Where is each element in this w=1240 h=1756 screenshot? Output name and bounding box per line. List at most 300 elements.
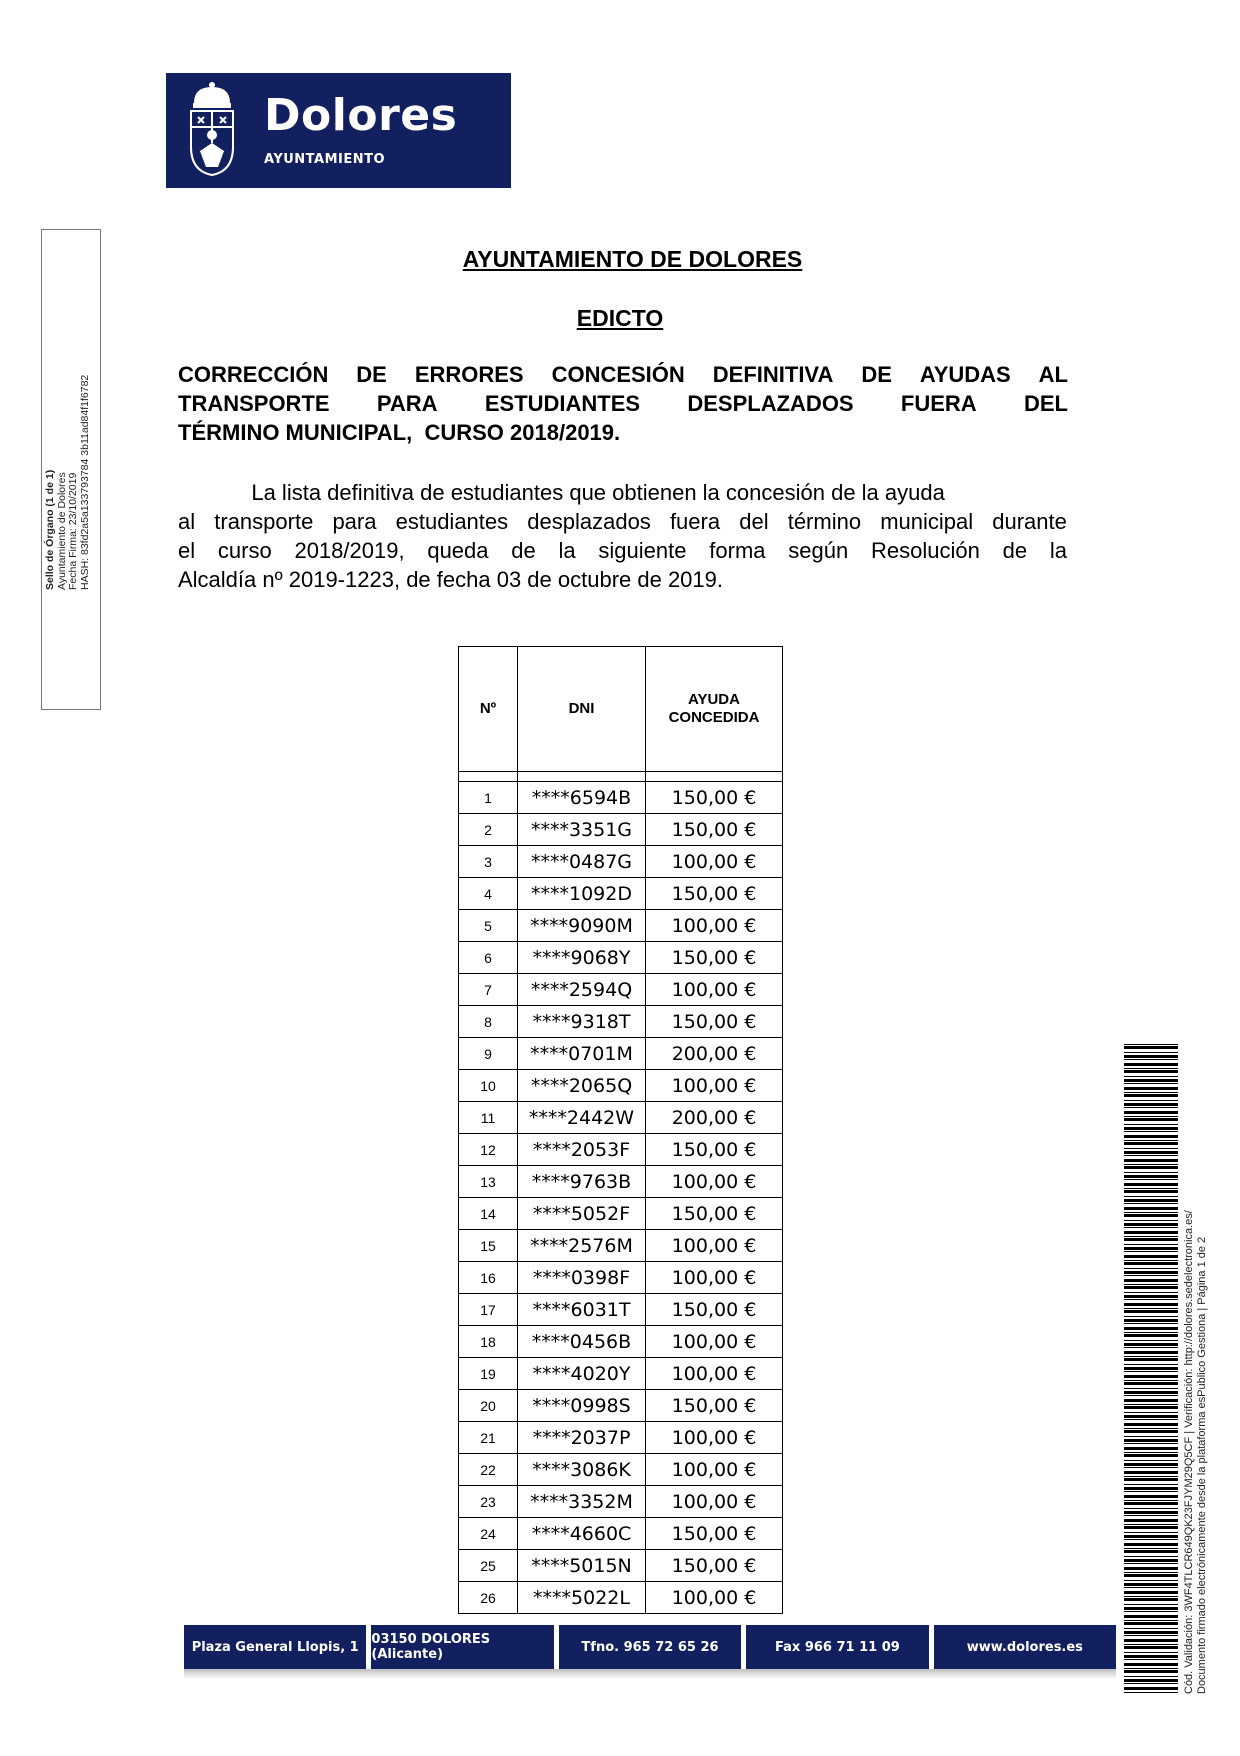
barcode-bar xyxy=(1124,1247,1178,1250)
row-number: 21 xyxy=(459,1422,518,1454)
row-amount: 100,00 € xyxy=(646,974,783,1006)
verification-line: Cód. Validación: 3WF4TLCR649QK23FJYM29Q5CF | Verificación: http://dolores.sedelectronica.es/ xyxy=(1183,1210,1195,1694)
body-line: al transporte para estudiantes desplazados fuera del término municipal durante xyxy=(178,509,1067,534)
table-row xyxy=(459,1422,783,1454)
row-number: 16 xyxy=(459,1262,518,1294)
barcode-bar xyxy=(1124,1663,1178,1666)
seal-line: Sello de Órgano (1 de 1) xyxy=(44,469,56,590)
barcode-bar xyxy=(1124,1172,1178,1173)
row-amount: 100,00 € xyxy=(646,1230,783,1262)
table-row xyxy=(459,1198,783,1230)
table-row xyxy=(459,1134,783,1166)
barcode-bar xyxy=(1124,1220,1178,1221)
row-amount: 100,00 € xyxy=(646,910,783,942)
barcode-bar xyxy=(1124,1371,1178,1372)
barcode-bar xyxy=(1124,1583,1178,1586)
barcode-bar xyxy=(1124,1140,1178,1141)
row-number: 13 xyxy=(459,1166,518,1198)
table-row xyxy=(459,782,783,814)
table-row xyxy=(459,1294,783,1326)
barcode-bar xyxy=(1124,1118,1178,1121)
logo-subtitle: AYUNTAMIENTO xyxy=(264,152,386,167)
barcode-bar xyxy=(1124,1092,1178,1093)
barcode-bar xyxy=(1124,1244,1178,1245)
barcode-bar xyxy=(1124,1543,1178,1546)
subject-word: TÉRMINO MUNICIPAL, CURSO 2018/2019. xyxy=(178,420,621,445)
row-number: 14 xyxy=(459,1198,518,1230)
table-row xyxy=(459,1550,783,1582)
barcode-bar xyxy=(1124,1131,1178,1132)
barcode-bar xyxy=(1124,1607,1178,1610)
row-dni: ****9763B xyxy=(518,1166,646,1198)
row-number: 11 xyxy=(459,1102,518,1134)
barcode-bar xyxy=(1124,1155,1178,1156)
table-row xyxy=(459,1038,783,1070)
column-header-dni: DNI xyxy=(518,647,646,772)
row-number: 10 xyxy=(459,1070,518,1102)
subject-line xyxy=(178,360,1068,389)
barcode-bar xyxy=(1124,1692,1178,1693)
barcode-bar xyxy=(1124,1364,1178,1365)
barcode-bar xyxy=(1124,1094,1178,1097)
barcode-bar xyxy=(1124,1166,1178,1169)
barcode-bar xyxy=(1124,1179,1178,1180)
row-amount: 150,00 € xyxy=(646,814,783,846)
barcode-bar xyxy=(1124,1399,1178,1402)
row-number: 4 xyxy=(459,878,518,910)
barcode-bar xyxy=(1124,1351,1178,1354)
spacer-cell xyxy=(518,772,646,782)
barcode-bar xyxy=(1124,1175,1178,1178)
row-amount: 150,00 € xyxy=(646,878,783,910)
barcode-bar xyxy=(1124,1334,1178,1337)
subject-word: DESPLAZADOS xyxy=(687,391,854,416)
municipality-logo xyxy=(166,73,511,188)
subject-word: DEFINITIVA xyxy=(712,362,834,387)
row-dni: ****5052F xyxy=(518,1198,646,1230)
barcode-bar xyxy=(1124,1284,1178,1285)
barcode-bar xyxy=(1124,1471,1178,1474)
barcode-bar xyxy=(1124,1183,1178,1186)
row-number: 5 xyxy=(459,910,518,942)
row-amount: 150,00 € xyxy=(646,1550,783,1582)
barcode-bar xyxy=(1124,1268,1178,1269)
seal-line: Fecha Firma: 23/10/2019 xyxy=(67,472,79,590)
subject-word: DEL xyxy=(1023,391,1068,416)
row-number: 9 xyxy=(459,1038,518,1070)
barcode-bar xyxy=(1124,1611,1178,1612)
row-dni: ****2065Q xyxy=(518,1070,646,1102)
seal-line: HASH: 83fd2a5a133793784 3b11ad84f1f6782 xyxy=(78,374,91,590)
barcode-bar xyxy=(1124,1212,1178,1213)
barcode-bar xyxy=(1124,1375,1178,1378)
barcode-bar xyxy=(1124,1319,1178,1322)
row-amount: 100,00 € xyxy=(646,1422,783,1454)
subject-line xyxy=(178,418,1068,447)
table-row xyxy=(459,1486,783,1518)
document-subject xyxy=(178,360,1068,447)
barcode-bar xyxy=(1124,1574,1178,1577)
logo-name: Dolores xyxy=(264,90,458,141)
footer-address: Plaza General Llopis, 1 xyxy=(184,1625,366,1669)
barcode-bar xyxy=(1124,1207,1178,1210)
row-number: 7 xyxy=(459,974,518,1006)
row-amount: 150,00 € xyxy=(646,1294,783,1326)
body-line: La lista definitiva de estudiantes que obtienen la concesión de la ayuda xyxy=(178,480,945,505)
row-amount: 150,00 € xyxy=(646,1134,783,1166)
barcode-bar xyxy=(1124,1135,1178,1138)
barcode-bar xyxy=(1124,1199,1178,1202)
barcode-bar xyxy=(1124,1124,1178,1125)
barcode-bar xyxy=(1124,1055,1178,1058)
barcode-bar xyxy=(1124,1142,1178,1145)
barcode-bar xyxy=(1124,1295,1178,1298)
barcode-bar xyxy=(1124,1687,1178,1690)
barcode-bar xyxy=(1124,1406,1178,1409)
document-heading: AYUNTAMIENTO DE DOLORES xyxy=(462,246,803,272)
row-dni: ****9090M xyxy=(518,910,646,942)
row-amount: 150,00 € xyxy=(646,1198,783,1230)
barcode-bar xyxy=(1124,1327,1178,1330)
table-row xyxy=(459,1166,783,1198)
row-amount: 150,00 € xyxy=(646,1006,783,1038)
table-row xyxy=(459,1102,783,1134)
barcode-bar xyxy=(1124,1079,1178,1082)
row-number: 6 xyxy=(459,942,518,974)
subject-line xyxy=(178,389,1068,418)
barcode-bar xyxy=(1124,1532,1178,1533)
row-amount: 100,00 € xyxy=(646,1358,783,1390)
subject-word: AYUDAS xyxy=(919,362,1011,387)
barcode-bar xyxy=(1124,1559,1178,1562)
barcode-bar xyxy=(1124,1415,1178,1418)
table-row xyxy=(459,846,783,878)
row-amount: 100,00 € xyxy=(646,1070,783,1102)
barcode-bar xyxy=(1124,1443,1178,1444)
barcode-bar xyxy=(1124,1659,1178,1660)
subject-word: CONCESIÓN xyxy=(551,362,685,387)
barcode-bar xyxy=(1124,1310,1178,1313)
row-dni: ****6031T xyxy=(518,1294,646,1326)
barcode-bar xyxy=(1124,1622,1178,1625)
row-number: 19 xyxy=(459,1358,518,1390)
row-number: 1 xyxy=(459,782,518,814)
row-dni: ****2053F xyxy=(518,1134,646,1166)
row-number: 15 xyxy=(459,1230,518,1262)
barcode-bar xyxy=(1124,1251,1178,1252)
footer-shadow xyxy=(184,1669,1116,1679)
table-row xyxy=(459,1390,783,1422)
row-dni: ****2442W xyxy=(518,1102,646,1134)
barcode-bar xyxy=(1124,1070,1178,1073)
barcode-bar xyxy=(1124,1598,1178,1601)
barcode-bar xyxy=(1124,1127,1178,1130)
barcode-bar xyxy=(1124,1635,1178,1636)
table-row xyxy=(459,910,783,942)
barcode-bar xyxy=(1124,1495,1178,1498)
barcode-bar xyxy=(1124,1303,1178,1306)
row-number: 23 xyxy=(459,1486,518,1518)
barcode-bar xyxy=(1124,1262,1178,1265)
contact-footer xyxy=(184,1625,1116,1669)
row-amount: 100,00 € xyxy=(646,846,783,878)
barcode-bar xyxy=(1124,1515,1178,1516)
subject-word: PARA xyxy=(376,391,438,416)
barcode-bar xyxy=(1124,1255,1178,1258)
barcode-bar xyxy=(1124,1430,1178,1433)
row-dni: ****3351G xyxy=(518,814,646,846)
row-number: 20 xyxy=(459,1390,518,1422)
barcode-bar xyxy=(1124,1508,1178,1509)
body-line: Alcaldía nº 2019-1223, de fecha 03 de octubre de 2019. xyxy=(178,567,724,592)
row-number: 25 xyxy=(459,1550,518,1582)
barcode-bar xyxy=(1124,1500,1178,1501)
row-dni: ****9068Y xyxy=(518,942,646,974)
document-type: EDICTO xyxy=(576,305,664,331)
barcode-bar xyxy=(1124,1358,1178,1361)
barcode-bar xyxy=(1124,1111,1178,1114)
barcode-bar xyxy=(1124,1236,1178,1237)
barcode-bar xyxy=(1124,1535,1178,1538)
table-row xyxy=(459,814,783,846)
barcode-bar xyxy=(1124,1059,1178,1060)
barcode-bar xyxy=(1124,1644,1178,1645)
row-amount: 200,00 € xyxy=(646,1038,783,1070)
barcode-bar xyxy=(1124,1299,1178,1300)
row-amount: 150,00 € xyxy=(646,1390,783,1422)
barcode-bar xyxy=(1124,1454,1178,1457)
barcode-bar xyxy=(1124,1452,1178,1453)
row-number: 2 xyxy=(459,814,518,846)
barcode-bar xyxy=(1124,1412,1178,1413)
barcode-bar xyxy=(1124,1356,1178,1357)
barcode-bar xyxy=(1124,1063,1178,1066)
row-number: 26 xyxy=(459,1582,518,1614)
barcode-bar xyxy=(1124,1260,1178,1261)
barcode-bar xyxy=(1124,1343,1178,1346)
barcode-bar xyxy=(1124,1550,1178,1553)
barcode-bar xyxy=(1124,1563,1178,1564)
barcode-bar xyxy=(1124,1683,1178,1684)
barcode-bar xyxy=(1124,1476,1178,1477)
barcode-bar xyxy=(1124,1615,1178,1618)
seal-stamp-text xyxy=(45,290,91,590)
barcode-bar xyxy=(1124,1395,1178,1396)
row-number: 8 xyxy=(459,1006,518,1038)
coat-of-arms-icon xyxy=(184,81,240,179)
barcode-bar xyxy=(1124,1190,1178,1193)
verification-line: Documento firmado electrónicamente desde la plataforma esPublico Gestiona | Página 1 de 2 xyxy=(1195,1236,1208,1694)
subject-word: ESTUDIANTES xyxy=(484,391,641,416)
table-row xyxy=(459,1326,783,1358)
row-amount: 100,00 € xyxy=(646,1326,783,1358)
document-body xyxy=(178,478,1067,594)
barcode-bar xyxy=(1124,1491,1178,1492)
row-amount: 100,00 € xyxy=(646,1582,783,1614)
barcode-bar xyxy=(1124,1620,1178,1621)
barcode-bar xyxy=(1124,1323,1178,1324)
barcode-bar xyxy=(1124,1308,1178,1309)
barcode-bar xyxy=(1124,1116,1178,1117)
row-amount: 100,00 € xyxy=(646,1166,783,1198)
barcode-bar xyxy=(1124,1087,1178,1090)
row-dni: ****4660C xyxy=(518,1518,646,1550)
row-number: 17 xyxy=(459,1294,518,1326)
footer-website[interactable]: www.dolores.es xyxy=(934,1625,1116,1669)
barcode-bar xyxy=(1124,1591,1178,1594)
barcode-bar xyxy=(1124,1203,1178,1204)
row-dni: ****0487G xyxy=(518,846,646,878)
barcode-bar xyxy=(1124,1316,1178,1317)
barcode-bar xyxy=(1124,1286,1178,1289)
subject-word: DE xyxy=(356,362,387,387)
barcode-bar xyxy=(1124,1347,1178,1348)
barcode-bar xyxy=(1124,1580,1178,1581)
barcode-bar xyxy=(1124,1655,1178,1658)
barcode-bar xyxy=(1124,1340,1178,1341)
barcode-bar xyxy=(1124,1159,1178,1162)
row-number: 24 xyxy=(459,1518,518,1550)
body-line: el curso 2018/2019, queda de la siguiente forma según Resolución de la xyxy=(178,538,1067,563)
barcode-bar xyxy=(1124,1436,1178,1437)
barcode-bar xyxy=(1124,1463,1178,1466)
barcode-bar xyxy=(1124,1275,1178,1276)
row-dni: ****0701M xyxy=(518,1038,646,1070)
footer-phone: Tfno. 965 72 65 26 xyxy=(559,1625,741,1669)
barcode-bar xyxy=(1124,1404,1178,1405)
barcode-bar xyxy=(1124,1502,1178,1505)
column-header-n: Nº xyxy=(459,647,518,772)
barcode-bar xyxy=(1124,1103,1178,1106)
table-row xyxy=(459,1582,783,1614)
subject-word: ERRORES xyxy=(414,362,524,387)
barcode-bar xyxy=(1124,1679,1178,1682)
row-dni: ****5022L xyxy=(518,1582,646,1614)
row-dni: ****3086K xyxy=(518,1454,646,1486)
barcode-bar xyxy=(1124,1292,1178,1293)
barcode-bar xyxy=(1124,1380,1178,1381)
barcode-bar xyxy=(1124,1279,1178,1282)
barcode-bar xyxy=(1124,1596,1178,1597)
barcode-bar xyxy=(1124,1631,1178,1634)
barcode-bar xyxy=(1124,1164,1178,1165)
barcode-bar xyxy=(1124,1423,1178,1426)
barcode-bar xyxy=(1124,1238,1178,1241)
barcode-bar xyxy=(1124,1428,1178,1429)
row-dni: ****2576M xyxy=(518,1230,646,1262)
barcode-bar xyxy=(1124,1447,1178,1450)
row-dni: ****6594B xyxy=(518,782,646,814)
barcode-bar xyxy=(1124,1587,1178,1588)
barcode-bar xyxy=(1124,1148,1178,1149)
barcode-bar xyxy=(1124,1223,1178,1226)
row-dni: ****5015N xyxy=(518,1550,646,1582)
table-row xyxy=(459,1070,783,1102)
barcode-bar xyxy=(1124,1478,1178,1481)
barcode-bar xyxy=(1124,1639,1178,1642)
barcode-bar xyxy=(1124,1388,1178,1389)
barcode-icon xyxy=(1124,1044,1178,1694)
row-number: 22 xyxy=(459,1454,518,1486)
barcode-bar xyxy=(1124,1556,1178,1557)
row-amount: 150,00 € xyxy=(646,782,783,814)
barcode-bar xyxy=(1124,1100,1178,1101)
barcode-bar xyxy=(1124,1484,1178,1485)
barcode-bar xyxy=(1124,1188,1178,1189)
barcode-bar xyxy=(1124,1548,1178,1549)
row-dni: ****0998S xyxy=(518,1390,646,1422)
table-row xyxy=(459,942,783,974)
row-dni: ****1092D xyxy=(518,878,646,910)
spacer-cell xyxy=(459,772,518,782)
barcode-bar xyxy=(1124,1367,1178,1370)
barcode-bar xyxy=(1124,1076,1178,1077)
row-dni: ****9318T xyxy=(518,1006,646,1038)
footer-postal: 03150 DOLORES (Alicante) xyxy=(371,1625,553,1669)
barcode-bar xyxy=(1124,1196,1178,1197)
verification-text xyxy=(1183,1054,1208,1694)
row-amount: 150,00 € xyxy=(646,1518,783,1550)
row-dni: ****3352M xyxy=(518,1486,646,1518)
row-dni: ****2037P xyxy=(518,1422,646,1454)
spacer-cell xyxy=(646,772,783,782)
subject-word: AL xyxy=(1038,362,1068,387)
subject-word: TRANSPORTE xyxy=(178,391,330,416)
row-dni: ****0456B xyxy=(518,1326,646,1358)
barcode-bar xyxy=(1124,1460,1178,1461)
subject-word: DE xyxy=(861,362,892,387)
table-row xyxy=(459,1518,783,1550)
table-row xyxy=(459,1358,783,1390)
barcode-bar xyxy=(1124,1628,1178,1629)
barcode-bar xyxy=(1124,1151,1178,1154)
barcode-bar xyxy=(1124,1083,1178,1084)
barcode-bar xyxy=(1124,1670,1178,1673)
grants-table xyxy=(458,646,783,1614)
barcode-bar xyxy=(1124,1467,1178,1468)
barcode-bar xyxy=(1124,1652,1178,1653)
table-row xyxy=(459,1262,783,1294)
barcode-bar xyxy=(1124,1511,1178,1514)
barcode-bar xyxy=(1124,1572,1178,1573)
barcode-bar xyxy=(1124,1439,1178,1442)
table-row xyxy=(459,878,783,910)
row-dni: ****4020Y xyxy=(518,1358,646,1390)
row-dni: ****2594Q xyxy=(518,974,646,1006)
barcode-bar xyxy=(1124,1676,1178,1677)
barcode-bar xyxy=(1124,1668,1178,1669)
barcode-bar xyxy=(1124,1519,1178,1522)
table-row xyxy=(459,974,783,1006)
footer-fax: Fax 966 71 11 09 xyxy=(746,1625,928,1669)
row-amount: 200,00 € xyxy=(646,1102,783,1134)
barcode-bar xyxy=(1124,1539,1178,1540)
barcode-bar xyxy=(1124,1382,1178,1385)
row-number: 3 xyxy=(459,846,518,878)
row-number: 12 xyxy=(459,1134,518,1166)
barcode-bar xyxy=(1124,1526,1178,1529)
barcode-bar xyxy=(1124,1231,1178,1234)
barcode-bar xyxy=(1124,1332,1178,1333)
row-number: 18 xyxy=(459,1326,518,1358)
barcode-bar xyxy=(1124,1214,1178,1217)
row-amount: 100,00 € xyxy=(646,1486,783,1518)
barcode-bar xyxy=(1124,1068,1178,1069)
barcode-bar xyxy=(1124,1604,1178,1605)
row-amount: 100,00 € xyxy=(646,1454,783,1486)
table-row xyxy=(459,1454,783,1486)
row-dni: ****0398F xyxy=(518,1262,646,1294)
